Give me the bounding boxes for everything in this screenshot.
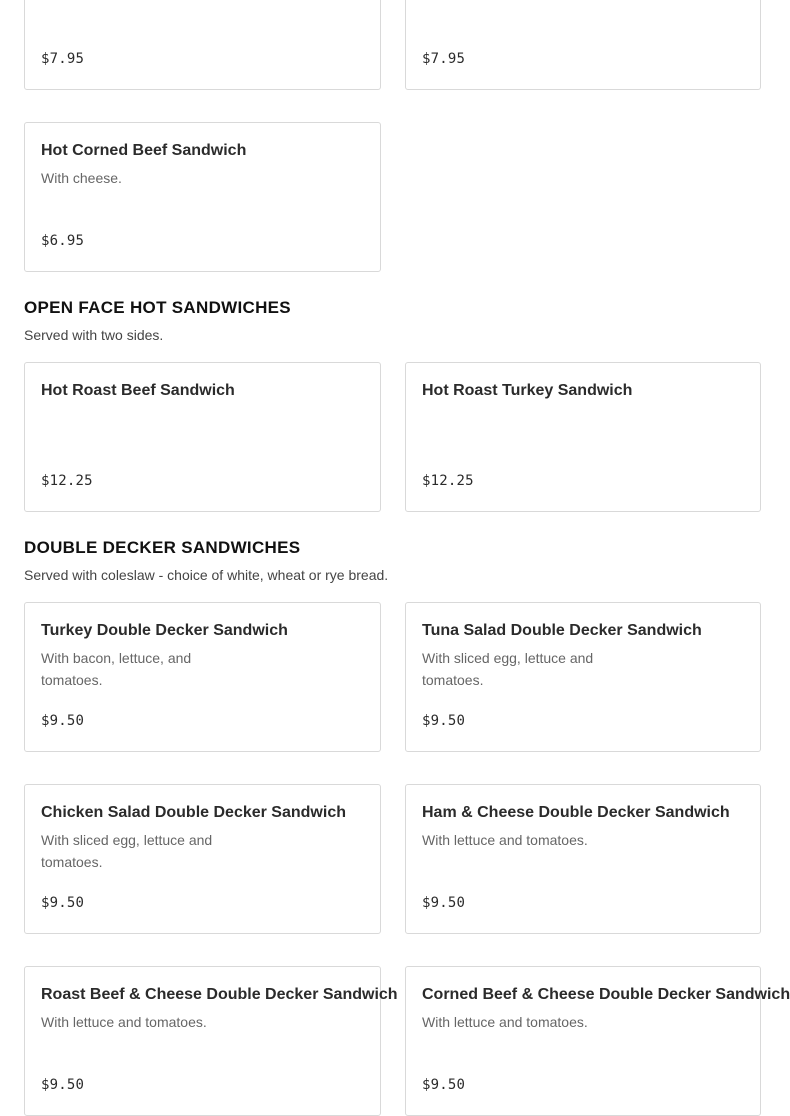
item-price: $9.50 [422, 713, 466, 729]
item-price: $9.50 [422, 895, 466, 911]
item-price: $7.95 [422, 51, 466, 67]
menu-item-card-tuna-salad-double-decker[interactable] [405, 602, 761, 752]
item-price: $9.50 [41, 895, 85, 911]
menu-item-card-hot-roast-turkey[interactable] [405, 362, 761, 512]
item-description: With sliced egg, lettuce and tomatoes. [422, 650, 594, 688]
item-name: Ham & Cheese Double Decker Sandwich [422, 804, 730, 821]
menu-item-card-hot-roast-beef[interactable] [24, 362, 381, 512]
item-price: $9.50 [41, 1077, 85, 1093]
item-description: With lettuce and tomatoes. [422, 1014, 588, 1030]
menu-item-card-turkey-double-decker[interactable] [24, 602, 381, 752]
item-name: Tuna Salad Double Decker Sandwich [422, 622, 702, 639]
item-price: $9.50 [422, 1077, 466, 1093]
item-price: $9.50 [41, 713, 85, 729]
item-name: Chicken Salad Double Decker Sandwich [41, 804, 346, 821]
item-name: Roast Beef & Cheese Double Decker Sandwich [41, 986, 398, 1003]
menu-item-card-hot-corned-beef[interactable] [24, 122, 381, 272]
section-title-double-decker: DOUBLE DECKER SANDWICHES [24, 538, 301, 557]
item-name: Corned Beef & Cheese Double Decker Sandwich [422, 986, 790, 1003]
item-name: Turkey Double Decker Sandwich [41, 622, 288, 639]
menu-item-card[interactable] [24, 0, 381, 90]
item-price: $12.25 [422, 473, 474, 489]
item-price: $6.95 [41, 233, 85, 249]
item-description: With sliced egg, lettuce and tomatoes. [41, 832, 213, 870]
menu-item-card-ham-cheese-double-decker[interactable] [405, 784, 761, 934]
menu-item-card-roast-beef-cheese-double-decker[interactable] [24, 966, 398, 1116]
item-price: $12.25 [41, 473, 93, 489]
section-subtitle-double-decker: Served with coleslaw - choice of white, wheat or rye bread. [24, 567, 389, 583]
item-description: With lettuce and tomatoes. [422, 832, 588, 848]
item-price: $7.95 [41, 51, 85, 67]
menu-item-card-corned-beef-cheese-double-decker[interactable] [405, 966, 790, 1116]
menu-item-card[interactable] [405, 0, 761, 90]
menu-item-card-chicken-salad-double-decker[interactable] [24, 784, 381, 934]
section-subtitle-open-face: Served with two sides. [24, 327, 164, 343]
item-name: Hot Roast Turkey Sandwich [422, 382, 633, 399]
item-description: With cheese. [41, 170, 122, 186]
item-description: With bacon, lettuce, and tomatoes. [41, 650, 192, 688]
item-name: Hot Corned Beef Sandwich [41, 142, 247, 159]
section-title-open-face: OPEN FACE HOT SANDWICHES [24, 298, 291, 317]
item-description: With lettuce and tomatoes. [41, 1014, 207, 1030]
item-name: Hot Roast Beef Sandwich [41, 382, 235, 399]
